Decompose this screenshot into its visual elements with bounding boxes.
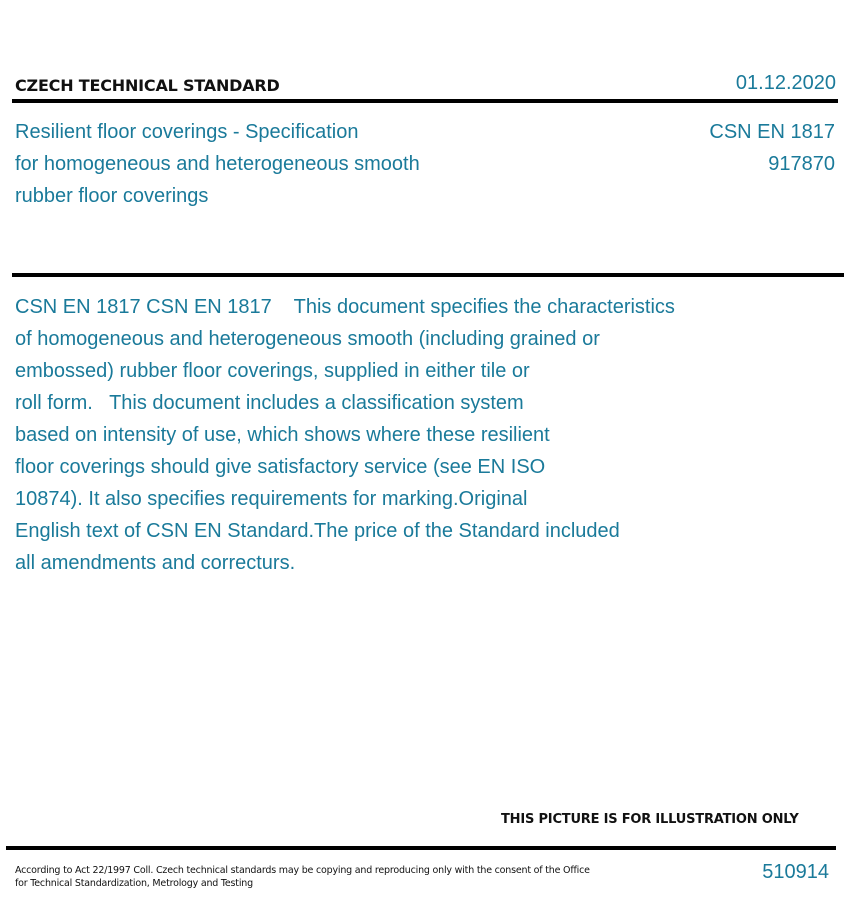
legal-line: According to Act 22/1997 Coll. Czech technical standards may be copying and reproducing only with the consent of the Office (15, 865, 590, 876)
description-line: embossed) rubber floor coverings, supplied in either tile or (15, 360, 530, 382)
title-line: Resilient floor coverings - Specification (15, 121, 359, 143)
illustration-disclaimer: THIS PICTURE IS FOR ILLUSTRATION ONLY (501, 812, 799, 827)
description-line: based on intensity of use, which shows where these resilient (15, 424, 550, 446)
footer-divider (6, 846, 836, 850)
catalog-number: 917870 (768, 153, 835, 175)
title-divider (12, 273, 844, 277)
description-line: English text of CSN EN Standard.The price of the Standard included (15, 520, 620, 542)
description-line: 10874). It also specifies requirements for marking.Original (15, 488, 528, 510)
description-line: CSN EN 1817 CSN EN 1817 This document specifies the characteristics (15, 296, 675, 318)
footer-code: 510914 (762, 861, 829, 883)
description-line: floor coverings should give satisfactory service (see EN ISO (15, 456, 546, 478)
header-divider (12, 99, 838, 103)
standard-identifier (709, 116, 835, 180)
title-line: for homogeneous and heterogeneous smooth (15, 153, 420, 175)
legal-notice (15, 865, 595, 890)
description-line: all amendments and correcturs. (15, 552, 296, 574)
description-line: roll form. This document includes a classification system (15, 392, 524, 414)
standard-description (15, 291, 755, 579)
title-line: rubber floor coverings (15, 185, 209, 207)
standard-title (15, 116, 535, 212)
legal-line: for Technical Standardization, Metrology and Testing (15, 877, 253, 889)
publication-date: 01.12.2020 (735, 72, 836, 94)
description-line: of homogeneous and heterogeneous smooth (including grained or (15, 328, 600, 350)
standard-code: CSN EN 1817 (709, 121, 835, 143)
document-type-label: CZECH TECHNICAL STANDARD (15, 76, 280, 95)
